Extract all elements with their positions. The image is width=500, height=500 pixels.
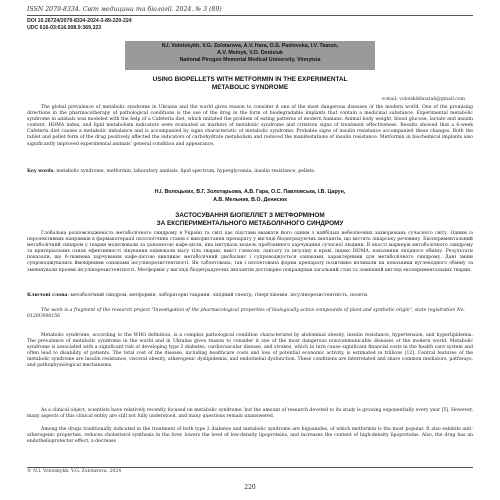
authors-en: N.I. Volotskykh, V.G. Zolotarova, A.V. Hara, O.S. Pavlovska, I.V. Tsarun,	[161, 43, 339, 49]
grant-note	[27, 308, 473, 320]
title-en-line-1: USING BIOPELLETS WITH METFORMIN IN THE EXPERIMENTAL	[152, 76, 348, 83]
keywords-ua	[27, 293, 473, 299]
affiliation: National Pirogov Memorial Medical University, Vinnytsia	[179, 57, 321, 63]
abstract-en	[27, 105, 473, 148]
intro-p2-text: As a clinical object, scientists have relatively recently focused on metabolic syndrome, but the amount of research devoted to its study is growing exponentially every year [5]. However, many aspects of this clinical entity are still not fully understood, and many questions remain unanswered.	[27, 408, 473, 420]
udc: UDC 616-03:616.008.9:369.323	[27, 25, 102, 32]
keywords-en	[27, 169, 473, 175]
intro-paragraph-1	[27, 333, 473, 370]
keywords-en-text: : metabolic syndrome, metformin, laboratory animals, lipid spectrum, hyperglycemia, insulin resistance, pellets.	[53, 169, 316, 174]
abstract-en-text: The global prevalence of metabolic syndrome in Ukraine and the world gives reason to consider it one of the most dangerous diseases of the modern world. One of the promising directions in the pharmacotherapy of pathological conditions is the use of the drug in the form of biodegradable implants that contain a medicinal substance. Experimental metabolic syndrome in animals was modeled with the help of a Cafeteria diet, which imitated the problem of eating patterns of modern humans. Animal body weight, blood glucose, lactate and insulin content, HOMA index, and lipid metabolism indicators were evaluated as markers of metabolic syndrome and criterion signs of treatment effectiveness. Results showed that a 6-week Cafeteria diet causes a metabolic imbalance and is accompanied by signs characteristic of metabolic syndrome. Probable signs of insulin resistance accompanied these changes. Both the tablet and pellet form of the drug positively affected the indicators of carbohydrate metabolism and reduced the manifestations of insulin resistance. Metformin in biochemical implants also significantly improved experimental animals' general condition and appearance.	[27, 105, 473, 147]
intro-paragraph-2	[27, 408, 473, 420]
article-identifiers	[27, 18, 132, 33]
intro-paragraph-3	[27, 427, 473, 445]
title-ua-line-1: ЗАСТОСУВАННЯ БІОПЕЛЛЕТ З МЕТФОРМІНОМ	[175, 212, 325, 219]
authors-en-continued: A.V. Melnyk, V.O. Denisiuk	[217, 50, 283, 56]
abstract-ua	[27, 231, 473, 274]
copyright: © N.I. Volotskykh, V.G. Zolotarova, 2024	[27, 469, 122, 474]
authors-ua-block	[90, 189, 410, 204]
keywords-en-label: Key words	[27, 169, 54, 174]
keywords-ua-label: Ключові слова	[27, 293, 68, 298]
title-ua-line-2: ЗА ЕКСПЕРИМЕНТАЛЬНОГО МЕТАБОЛІЧНОГО СИНДРОМУ	[156, 220, 344, 228]
page-number: 220	[244, 484, 256, 491]
contact-email[interactable]: e-mail: volotskikhnatali@gmail.com	[381, 97, 465, 102]
header-divider	[27, 15, 473, 16]
grant-text: The work is a fragment of the research project "Investigation of the pharmacological properties of biologically active compounds of plant and synthetic origin", state registration No. 0120U000156	[27, 308, 465, 320]
authors-ua: Н.І. Волоцьких, В.Г. Золотарьова, А.В. Гара, О.С. Павловська, І.В. Царун,	[154, 189, 346, 195]
intro-p1-text: Metabolic syndrome, according to the WHO definition, is a complex pathological condition characterized by abdominal obesity, insulin resistance, hypertension, and hyperlipidemia. The prevalence of metabolic syndrome in the world and in Ukraine gives reason to consider it one of the most dangerous noncommunicable diseases of the modern world. Metabolic syndrome is associated with a significant risk of developing type 2 diabetes, cardiovascular disease, and strokes, which in turn cause significant financial costs in the health care system and often lead to disability of patients. The total cost of the disease, including healthcare costs and loss of potential economic activity, is estimated in trillions [12]. Central features of the metabolic syndrome are insulin resistance, visceral obesity, atherogenic dyslipidemia, and endothelial dysfunction. These conditions are interrelated and share common mediators, pathways, and pathophysiological mechanisms.	[27, 333, 473, 369]
title-en-line-2: METABOLIC SYNDROME	[211, 84, 289, 91]
intro-p3-text: Among the drugs traditionally indicated in the treatment of both type 2 diabetes and metabolic syndrome are biguanides, of which metformin is the most popular. It also exhibits anti-atherogenic properties, reduces cholesterol synthesis in the liver, lowers the level of low-density lipoproteins, and increases the content of high-density lipoproteins. Also, the drug has an endothelioprotector effect, a decrease	[27, 427, 473, 445]
authors-ua-continued: А.В. Мельник, В.О. Денисюк	[213, 196, 287, 203]
footer-divider	[27, 467, 473, 468]
article-title-en	[110, 76, 390, 92]
abstract-ua-text: Глобальна розповсюдженість метаболічного синдрому в Україні та світі дає підстави вважати його одним з найбільш небезпечних захворювань сучасного світу. Одним із перспективних напрямків в фармакотерапії патологічних станів є використання препарату у вигляді біодеградуючих імплантів, що містять лікарську речовину. Експериментальний метаболічний синдром у тварин моделювали за допомогою кафе-дієти, яка імітувала модель проблемного харчування сучасної людини. В якості маркерів метаболічного синдрому та критеріальних ознак ефективності лікування оцінювали масу тіла тварин, вміст глюкози, лактату та інсуліну в крові, індекс HOMA, показники ліпідного обміну. Результати показали, що 6-тижнева харчування кафе-дієтою викликає метаболічний дисбаланс і супроводжується ознаками, характерними для метаболічного синдрому. Дані зміни супроводжувались ймовірними ознаками інсулінорезистентності. Як таблетована, так і пеллетована форма препарату позитивно впливали на показники вуглеводного обміну та зменшували прояви інсулінорезистентності. Метформін у вигляді біодеградуючих імплантів достовірно покращував загальний стан та зовнішній вигляд експериментальних тварин.	[27, 231, 473, 273]
doi[interactable]: DOI 10.26724/2079-8334-2024-3-89-220-224	[27, 18, 132, 24]
article-title-ua	[90, 212, 410, 228]
journal-header: ISSN 2079-8334. Світ медицини та біології. 2024. № 3 (89)	[27, 6, 222, 13]
author-box	[125, 41, 375, 70]
keywords-ua-text: : метаболічний синдром, метформін, лабораторні тварини, ліпідний спектр, гіперглікемія, інсулінорезистентність, пелети.	[67, 293, 369, 298]
